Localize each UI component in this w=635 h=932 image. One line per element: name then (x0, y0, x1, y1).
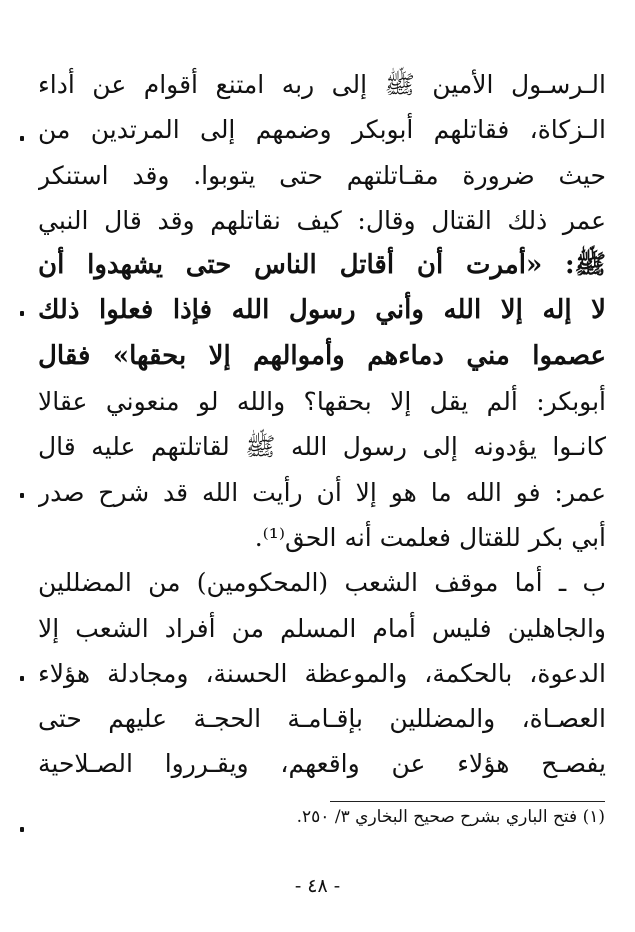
margin-mark (20, 136, 24, 141)
text-line: أبي بكر للقتال فعلمت أنه الحق⁽¹⁾. (254, 522, 606, 552)
text-line: أبوبكر: ألم يقل إلا بحقها؟ والله لو منعوني عقالا (38, 387, 606, 417)
margin-mark (20, 827, 24, 832)
margin-mark (20, 676, 24, 681)
footnote: (١) فتح الباري بشرح صحيح البخاري ٣/ ٢٥٠. (296, 807, 605, 827)
text-line: عمر ذلك القتال وقال: كيف نقاتلهم وقد قال النبي (38, 205, 606, 235)
hadith-line: عصموا مني دماءهم وأموالهم إلا بحقها» فقال (38, 340, 606, 371)
body-text (38, 62, 606, 787)
text-line: والجاهلين فليس أمام المسلم من أفراد الشعب إلا (38, 613, 606, 643)
margin-mark (20, 311, 24, 316)
text-line: ب ـ أما موقف الشعب (المحكومين) من المضللين (38, 568, 606, 598)
text-line: عمر: فو الله ما هو إلا أن رأيت الله قد شرح صدر (38, 477, 606, 507)
text-line: العصـاة، والمضللين بإقـامـة الحجـة عليهم حتى (38, 704, 606, 734)
text-line: كانـوا يؤدونه إلى رسول الله ﷺ لقاتلتهم عليه قال (38, 432, 606, 462)
text-line: الـزكاة، فقاتلهم أبوبكر وضمهم إلى المرتدين من (38, 115, 606, 145)
hadith-line: لا إله إلا الله وأني رسول الله فإذا فعلوا ذلك (38, 295, 606, 326)
margin-mark (20, 493, 24, 498)
text-line: الـرسـول الأمين ﷺ إلى ربه امتنع أقوام عن أداء (38, 70, 606, 99)
hadith-line: ﷺ: «أمرت أن أقاتل الناس حتى يشهدوا أن (38, 250, 606, 281)
footnote-divider (330, 801, 605, 802)
text-line: الدعوة، بالحكمة، والموعظة الحسنة، ومجادلة هؤلاء (38, 658, 606, 688)
page-number: - ٤٨ - (294, 875, 341, 897)
text-line: حيث ضرورة مقـاتلتهم حتى يتوبوا. وقد استنكر (38, 160, 606, 190)
text-line: يفصـح هؤلاء عن واقعهم، ويقـرروا الصـلاحية (38, 749, 606, 779)
